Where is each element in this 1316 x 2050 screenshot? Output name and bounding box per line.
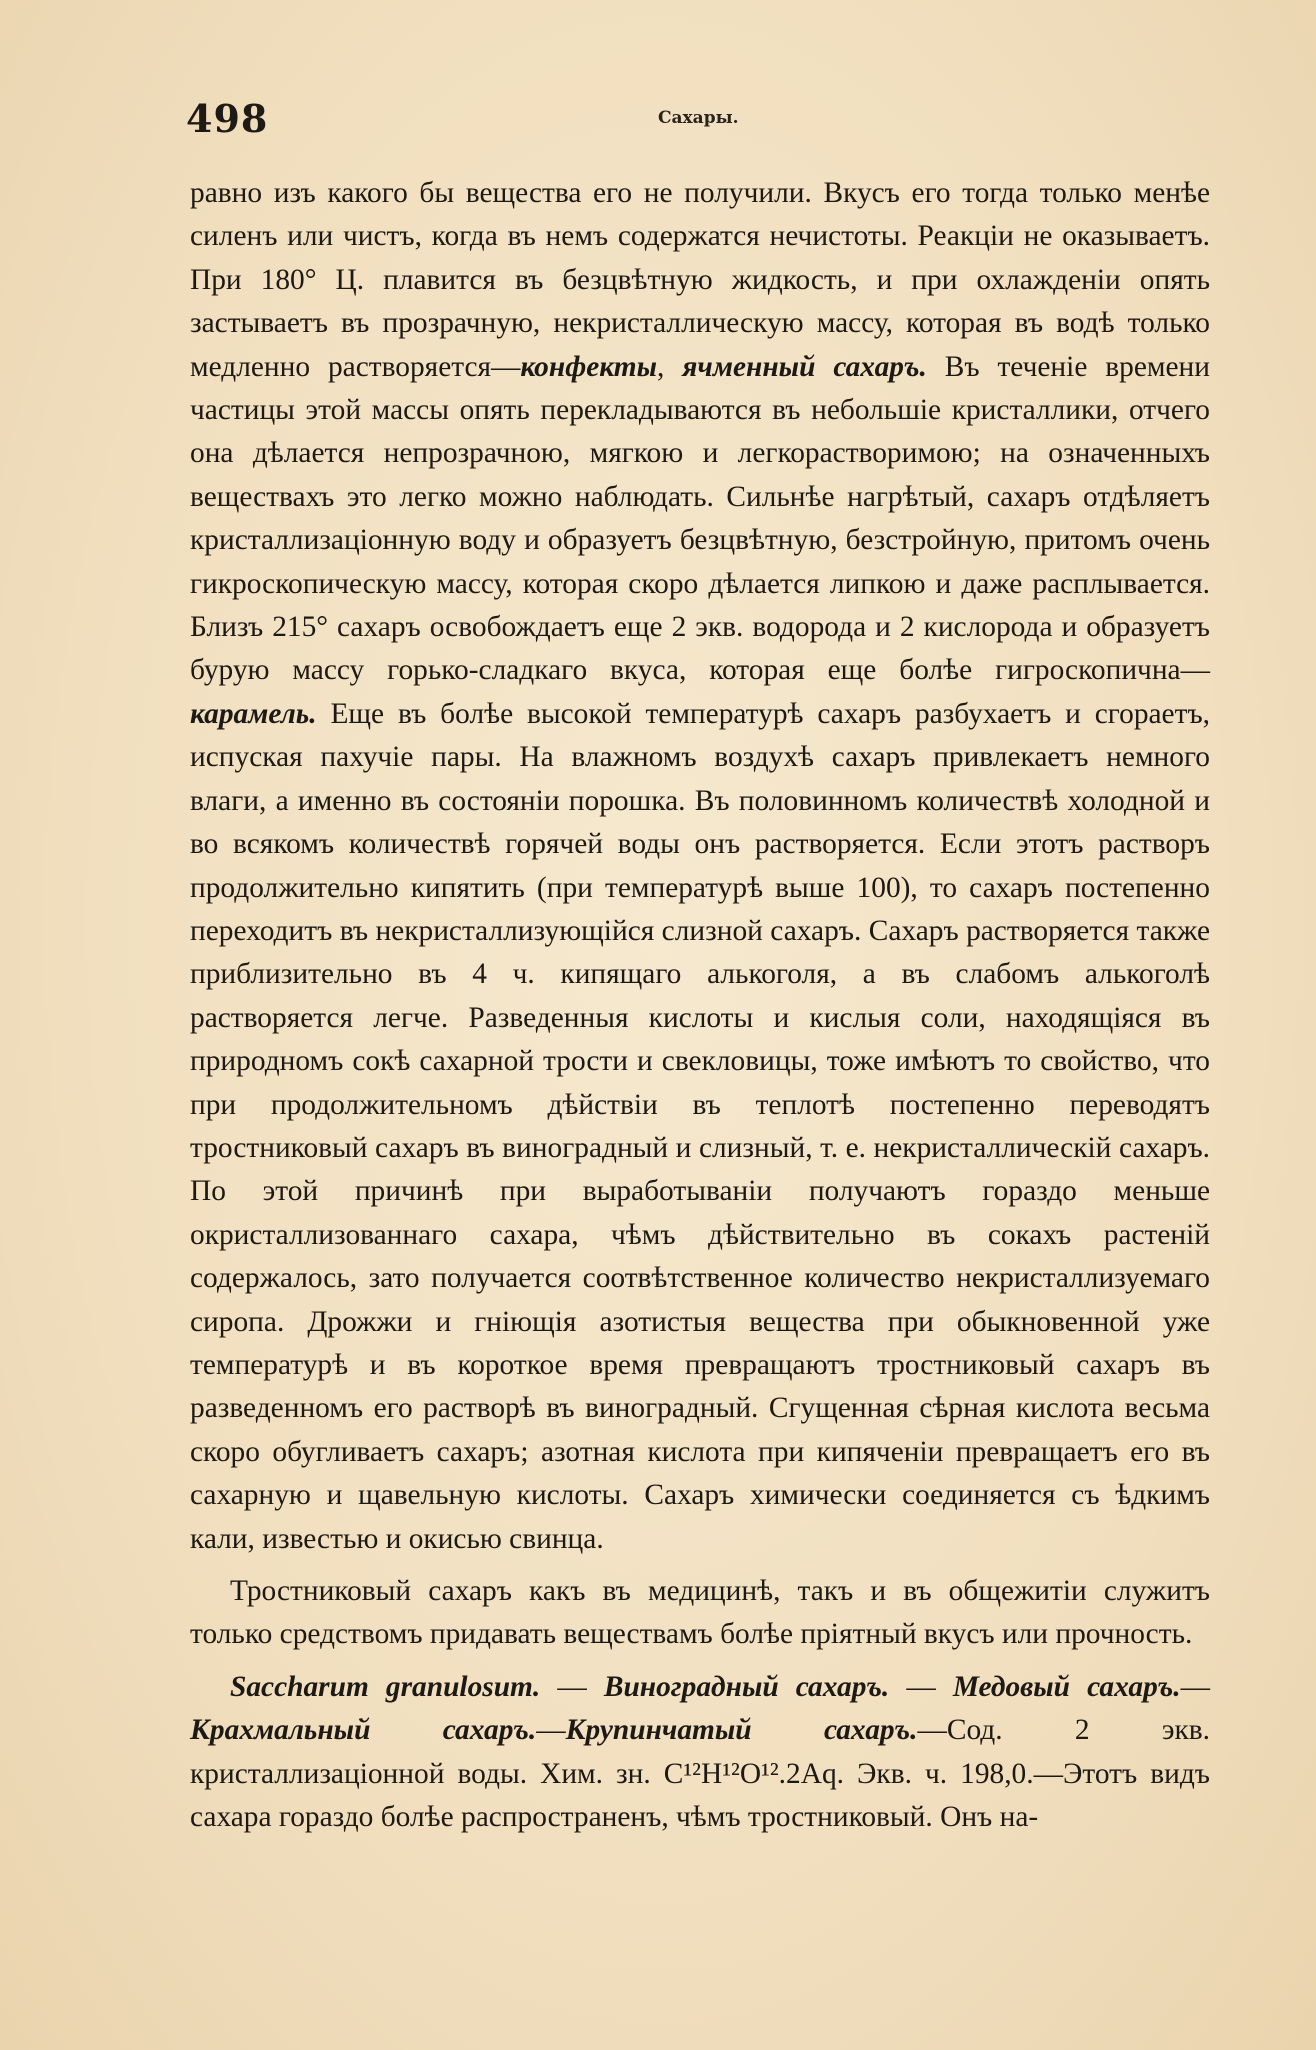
- text-run: Въ теченіе времени частицы этой массы опять перекладываются въ небольшіе кристаллики, отчего она дѣлается непрозрачною, мягкою и легкорастворимою; на означенныхъ веществахъ это легко можно наблюдать. Сильнѣе нагрѣтый, сахаръ отдѣляетъ кристаллизаціонную воду и образуетъ безцвѣтную, безстройную, притомъ очень гикроскопическую массу, которая скоро дѣлается липкою и даже расплывается. Близъ 215° сахаръ освобождаетъ еще 2 экв. водорода и 2 кислорода и образуетъ бурую массу горько-сладкаго вкуса, которая еще болѣе гигроскопична—: [190, 350, 1210, 687]
- paragraph-1: [190, 172, 1210, 1561]
- emphasized-term: карамель.: [190, 697, 317, 730]
- emphasized-term: Медовый сахаръ.: [952, 1670, 1181, 1703]
- emphasized-term: Крупинчатый сахаръ.: [565, 1714, 918, 1747]
- text-run: —: [536, 1714, 566, 1747]
- text-run: Еще въ болѣе высокой температурѣ сахаръ разбухаетъ и сгораетъ, испуская пахучіе пары. На влажномъ воздухѣ сахаръ привлекаетъ немного влаги, а именно въ состояніи порошка. Въ половинномъ количествѣ холодной и во всякомъ количествѣ горячей воды онъ растворяется. Если этотъ растворъ продолжительно кипятить (при температурѣ выше 100), то сахаръ постепенно переходитъ въ некристаллизующійся слизной сахаръ. Сахаръ растворяется также приблизительно въ 4 ч. кипящаго алькоголя, а въ слабомъ алькоголѣ растворяется легче. Разведенныя кислоты и кислыя соли, находящіяся въ природномъ сокѣ сахарной трости и свекловицы, тоже имѣютъ то свойство, что при продолжительномъ дѣйствіи въ теплотѣ постепенно переводятъ тростниковый сахаръ въ виноградный и слизный, т. е. некристаллическій сахаръ. По этой причинѣ при выработываніи получаютъ гораздо меньше окристаллизованнаго сахара, чѣмъ дѣйствительно въ сокахъ растеній содержалось, зато получается соотвѣтственное количество некристаллизуемаго сиропа. Дрожжи и гніющія азотистыя вещества при обыкновенной уже температурѣ и въ короткое время превращаютъ тростниковый сахаръ въ разведенномъ его растворѣ въ виноградный. Сгущенная сѣрная кислота весьма скоро обугливаетъ сахаръ; азотная кислота при кипяченіи превращаетъ его въ сахарную и щавельную кислоты. Сахаръ химически соединяется съ ѣдкимъ кали, известью и окисью свинца.: [190, 697, 1210, 1555]
- running-head: Сахары.: [658, 108, 739, 128]
- text-run: —: [1180, 1670, 1210, 1703]
- emphasized-term: ячменный сахаръ.: [682, 350, 927, 383]
- paragraph-3: [190, 1666, 1210, 1840]
- latin-term: Saccharum granulosum.: [230, 1670, 541, 1703]
- text-run: равно изъ какого бы вещества его не получили. Вкусъ его тогда только менѣе силенъ или чистъ, когда въ немъ содержатся нечистоты. Реакціи не оказываетъ. При 180° Ц. плавится въ безцвѣтную жидкость, и при охлажденіи опять застываетъ въ прозрачную, некристаллическую массу, которая въ водѣ только медленно растворяется—: [190, 177, 1210, 383]
- text-run: —: [540, 1670, 604, 1703]
- text-run: Тростниковый сахаръ какъ въ медицинѣ, такъ и въ общежитіи служитъ только средствомъ придавать веществамъ болѣе пріятный вкусъ или прочность.: [190, 1575, 1210, 1651]
- paragraph-2: [190, 1570, 1210, 1657]
- text-run: ,: [657, 350, 683, 383]
- text-run: —: [889, 1670, 953, 1703]
- emphasized-term: конфекты: [520, 350, 658, 383]
- page-number: 498: [186, 96, 269, 141]
- page-header: [186, 96, 1206, 146]
- emphasized-term: Виноградный сахаръ.: [603, 1670, 890, 1703]
- emphasized-term: Крахмальный сахаръ.: [190, 1714, 537, 1747]
- text-run: —Сод. 2 экв. кристаллизаціонной воды. Хим. зн. C¹²H¹²O¹².2Aq. Экв. ч. 198,0.—Этотъ видъ сахара гораздо болѣе распространенъ, чѣмъ тростниковый. Онъ на-: [190, 1714, 1211, 1834]
- body-text: [190, 172, 1210, 1839]
